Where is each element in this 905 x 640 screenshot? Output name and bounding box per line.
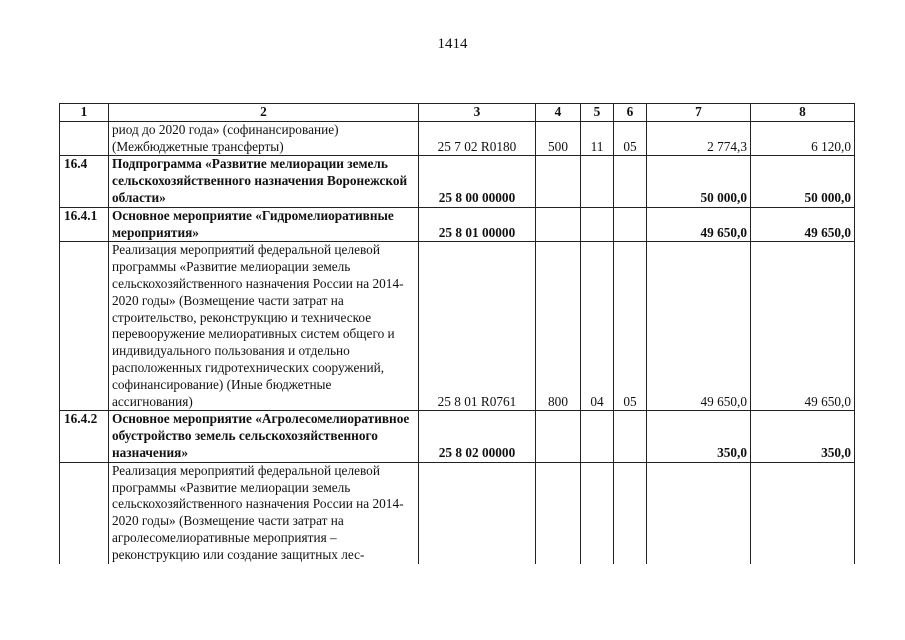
column-6-value [614,462,647,563]
row-description: Подпрограмма «Развитие мелиорации земель сельскохозяйственного назначения Воронежской области» [109,156,419,207]
budget-table [59,103,855,564]
budget-code: 25 8 01 R0761 [419,242,536,411]
row-number [60,121,109,156]
row-description: Реализация мероприятий федеральной целевой программы «Развитие мелиорации земель сельскохозяйственного назначения России на 2014-2020 годы» (Возмещение части затрат на агролесомелиоративные мероприятия – реконструкцию или создание защитных лес- [109,462,419,563]
budget-code: 25 8 00 00000 [419,156,536,207]
header-cell: 8 [751,104,855,122]
row-number: 16.4.2 [60,411,109,462]
amount-column-7: 49 650,0 [647,207,751,242]
budget-code: 25 8 02 00000 [419,411,536,462]
header-cell: 1 [60,104,109,122]
table-row [60,462,855,563]
column-6-value [614,156,647,207]
table-row [60,242,855,411]
column-5-value [581,411,614,462]
column-5-value: 04 [581,242,614,411]
column-6-value: 05 [614,242,647,411]
table-row [60,156,855,207]
column-5-value [581,156,614,207]
page-number: 1414 [437,36,468,52]
column-4-value: 800 [536,242,581,411]
column-6-value [614,411,647,462]
amount-column-8: 350,0 [751,411,855,462]
table-header-row [60,104,855,122]
column-5-value [581,462,614,563]
column-6-value [614,207,647,242]
table-row [60,121,855,156]
header-cell: 5 [581,104,614,122]
amount-column-8: 50 000,0 [751,156,855,207]
column-6-value: 05 [614,121,647,156]
budget-code: 25 8 01 00000 [419,207,536,242]
row-number [60,462,109,563]
column-5-value: 11 [581,121,614,156]
table-row [60,207,855,242]
amount-column-7 [647,462,751,563]
column-4-value [536,462,581,563]
row-description: риод до 2020 года» (софинансирование) (Межбюджетные трансферты) [109,121,419,156]
budget-code [419,462,536,563]
header-cell: 4 [536,104,581,122]
header-cell: 3 [419,104,536,122]
row-description: Реализация мероприятий федеральной целевой программы «Развитие мелиорации земель сельскохозяйственного назначения России на 2014-2020 годы» (Возмещение части затрат на строительство, реконструкцию и техническое перевооружение мелиоративных систем общего и индивидуального пользования и отдельно расположенных гидротехнических сооружений, софинансирование) (Иные бюджетные ассигнования) [109,242,419,411]
amount-column-8: 6 120,0 [751,121,855,156]
amount-column-8: 49 650,0 [751,242,855,411]
table-row [60,411,855,462]
column-4-value [536,207,581,242]
amount-column-8 [751,462,855,563]
budget-code: 25 7 02 R0180 [419,121,536,156]
amount-column-7: 350,0 [647,411,751,462]
row-number: 16.4.1 [60,207,109,242]
column-4-value [536,156,581,207]
row-number: 16.4 [60,156,109,207]
amount-column-7: 49 650,0 [647,242,751,411]
column-4-value [536,411,581,462]
row-number [60,242,109,411]
amount-column-7: 50 000,0 [647,156,751,207]
amount-column-8: 49 650,0 [751,207,855,242]
header-cell: 6 [614,104,647,122]
column-4-value: 500 [536,121,581,156]
header-cell: 2 [109,104,419,122]
amount-column-7: 2 774,3 [647,121,751,156]
header-cell: 7 [647,104,751,122]
row-description: Основное мероприятие «Агролесомелиоративное обустройство земель сельскохозяйственного назначения» [109,411,419,462]
row-description: Основное мероприятие «Гидромелиоративные мероприятия» [109,207,419,242]
column-5-value [581,207,614,242]
